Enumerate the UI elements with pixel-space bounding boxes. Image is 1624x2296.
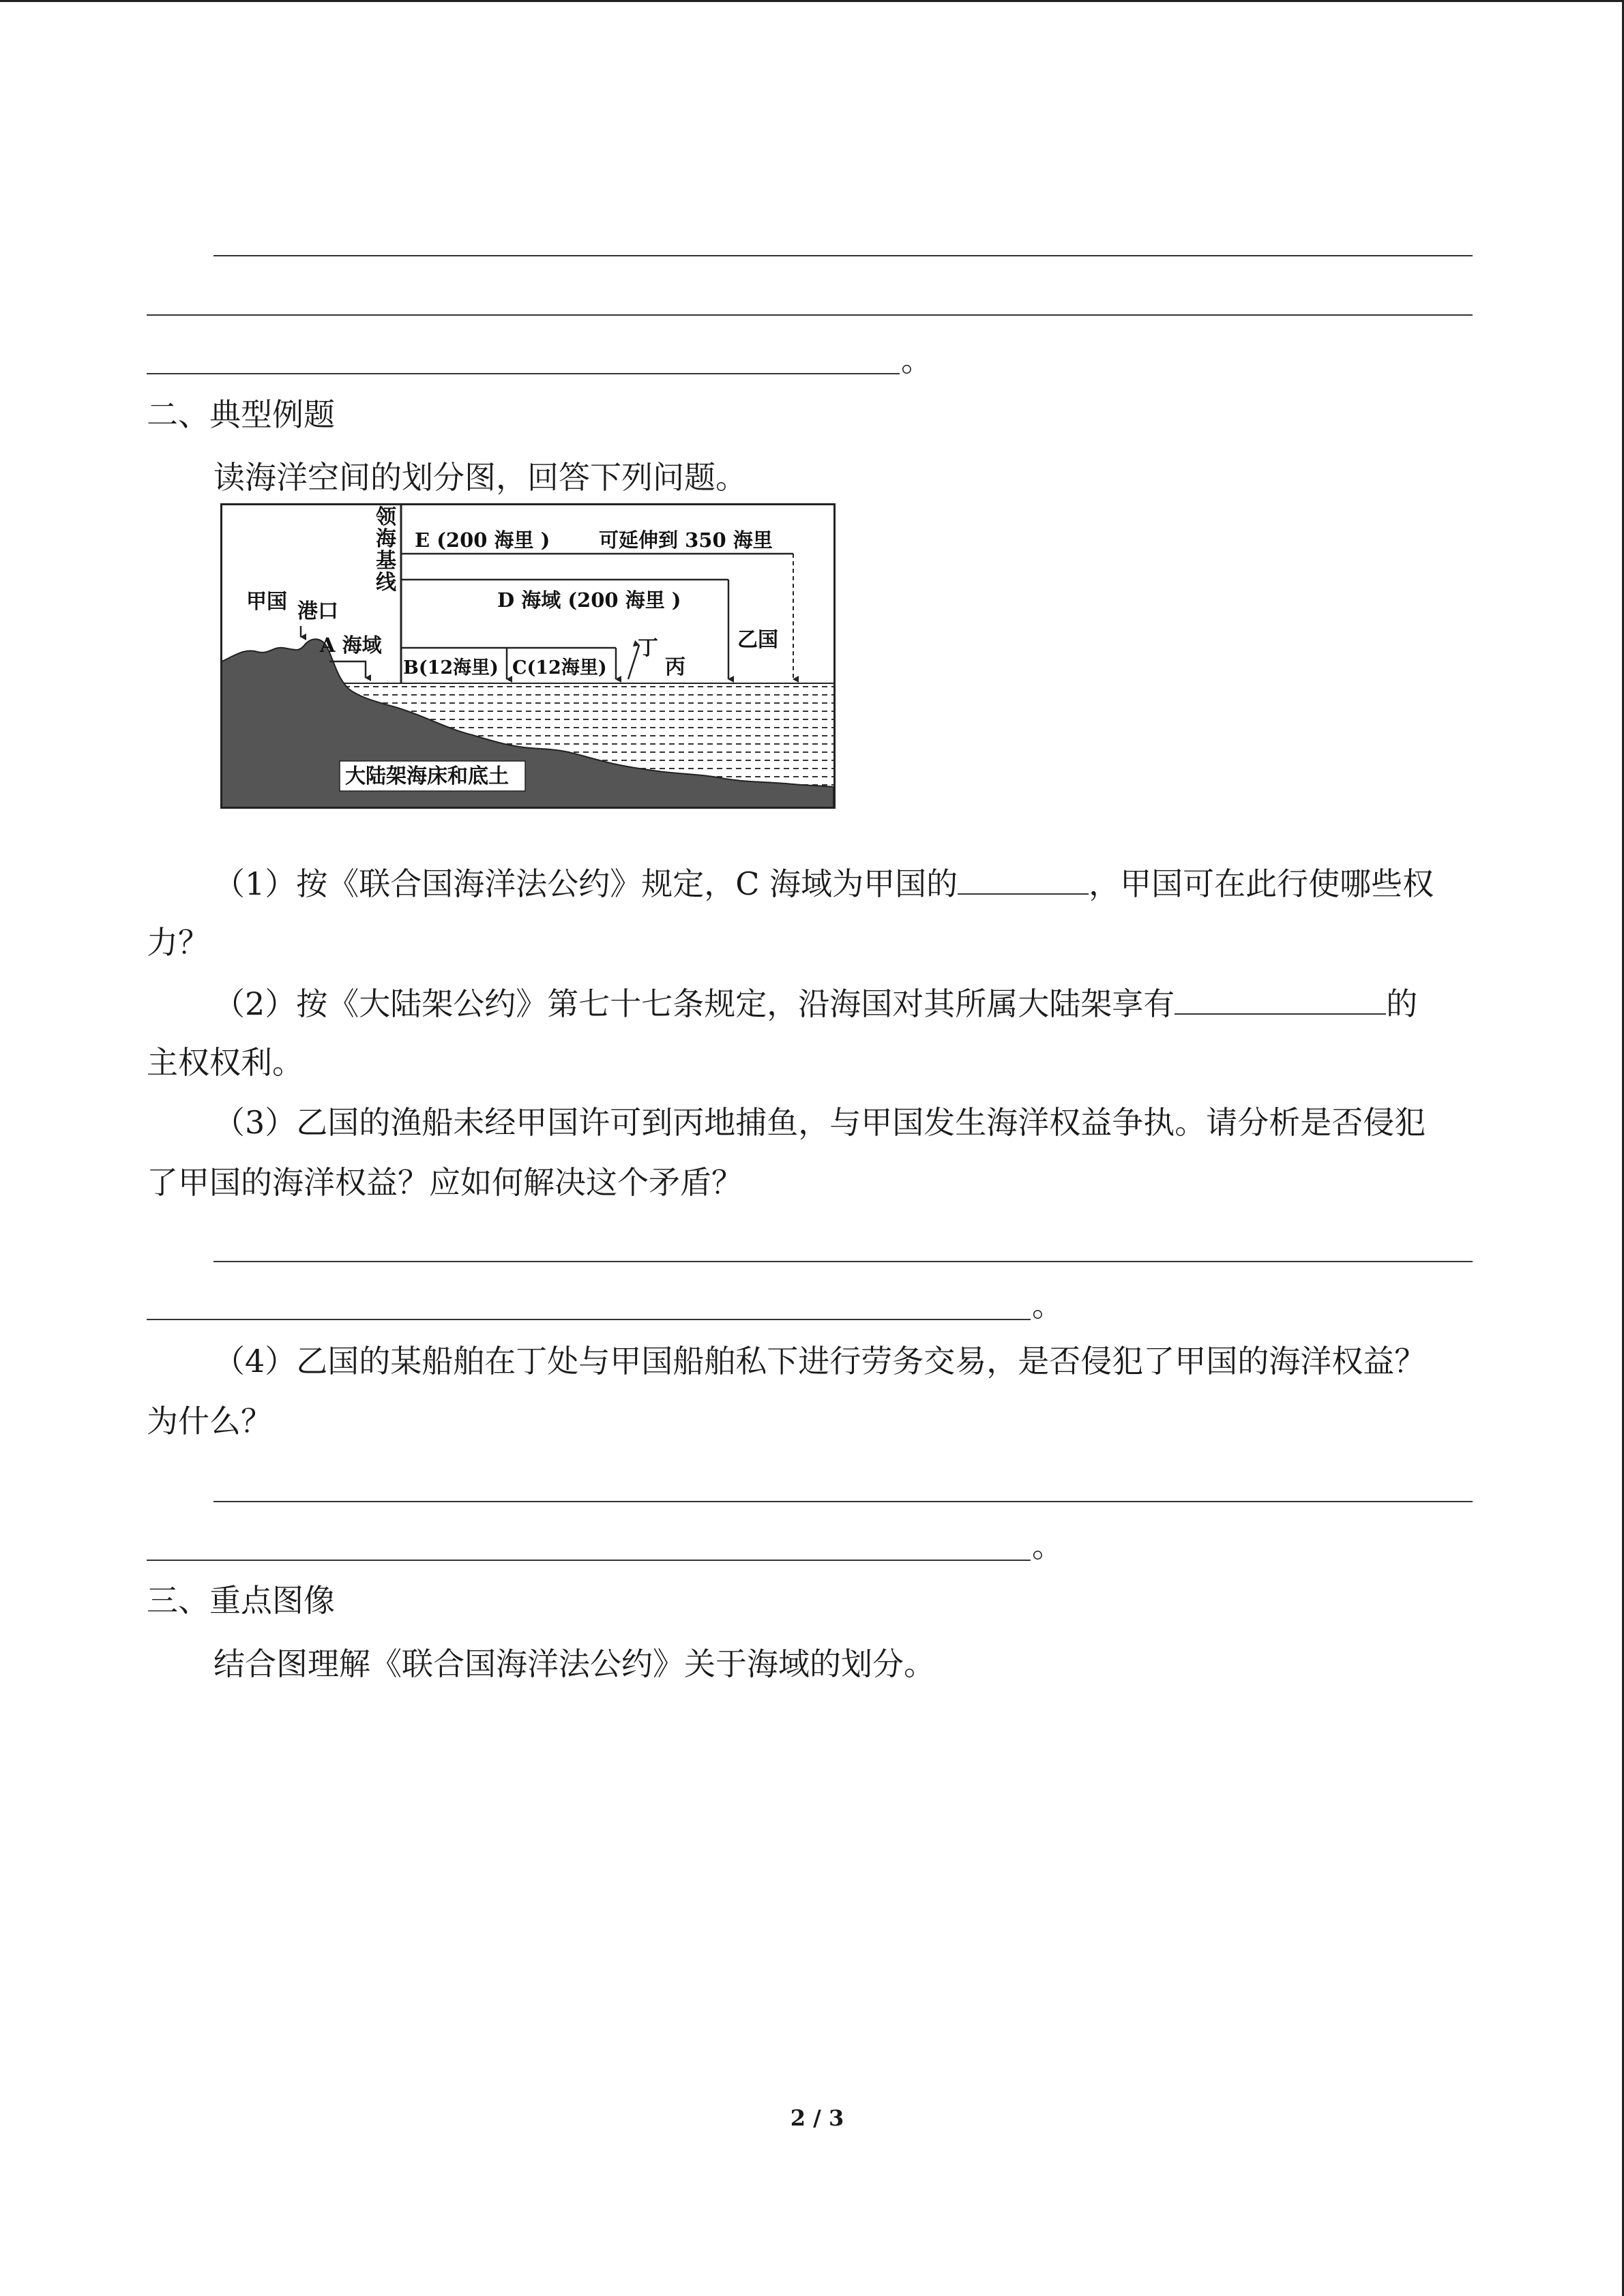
question-2-text-a: （2）按《大陆架公约》第七十七条规定，沿海国对其所属大陆架享有 bbox=[213, 985, 1175, 1022]
question-1-line-1 bbox=[213, 862, 1434, 904]
line-end-period: 。 bbox=[1032, 1527, 1063, 1564]
shelf-label: 大陆架海床和底土 bbox=[345, 764, 509, 788]
section-heading: 二、典型例题 bbox=[147, 396, 335, 433]
answer-line bbox=[147, 373, 900, 374]
question-1-line-2: 力？ bbox=[147, 924, 209, 961]
a-sea-label: A 海域 bbox=[320, 633, 382, 657]
bing-label: 丙 bbox=[665, 655, 685, 679]
question-1-text-a: （1）按《联合国海洋法公约》规定，C 海域为甲国的 bbox=[213, 865, 958, 902]
question-1-text-b: ，甲国可在此行使哪些权 bbox=[1089, 865, 1434, 902]
question-2-blank[interactable] bbox=[1175, 982, 1386, 1015]
question-4-line-2: 为什么？ bbox=[147, 1403, 272, 1440]
c-zone-label: C(12海里) bbox=[512, 657, 607, 679]
yi-country-label: 乙国 bbox=[737, 628, 778, 652]
answer-line bbox=[213, 1261, 1473, 1262]
question-3-line-1: （3）乙国的渔船未经甲国许可到丙地捕鱼，与甲国发生海洋权益争执。请分析是否侵犯 bbox=[213, 1104, 1426, 1141]
section-intro: 结合图理解《联合国海洋法公约》关于海域的划分。 bbox=[213, 1645, 935, 1682]
section-intro: 读海洋空间的划分图，回答下列问题。 bbox=[213, 459, 747, 496]
answer-line bbox=[213, 1501, 1473, 1502]
d-zone-label: D 海域 (200 海里 ) bbox=[497, 588, 681, 612]
ding-label: 丁 bbox=[638, 636, 658, 660]
page-border-top bbox=[0, 0, 1624, 2]
question-2-line-1 bbox=[213, 982, 1417, 1024]
jia-country-label: 甲国 bbox=[246, 590, 287, 614]
e-zone-label: E (200 海里 ) bbox=[415, 528, 550, 552]
line-end-period: 。 bbox=[1032, 1287, 1063, 1324]
ocean-division-diagram bbox=[220, 503, 836, 809]
extend-label: 可延伸到 350 海里 bbox=[599, 528, 773, 552]
question-2-line-2: 主权权利。 bbox=[147, 1044, 304, 1081]
question-2-text-b: 的 bbox=[1386, 985, 1418, 1022]
section-heading: 三、重点图像 bbox=[147, 1582, 335, 1619]
line-end-period: 。 bbox=[901, 342, 932, 378]
b-zone-label: B(12海里) bbox=[403, 657, 499, 679]
answer-line bbox=[213, 255, 1473, 256]
question-1-blank[interactable] bbox=[958, 862, 1089, 895]
question-3-line-2: 了甲国的海洋权益？应如何解决这个矛盾？ bbox=[147, 1164, 743, 1201]
answer-line bbox=[147, 1319, 1031, 1320]
answer-line bbox=[147, 1560, 1031, 1561]
port-label: 港口 bbox=[297, 599, 338, 623]
page-number: 2 / 3 bbox=[790, 2105, 844, 2131]
baseline-label: 领 海 基 线 bbox=[376, 505, 396, 595]
question-4-line-1: （4）乙国的某船舶在丁处与甲国船舶私下进行劳务交易，是否侵犯了甲国的海洋权益？ bbox=[213, 1343, 1426, 1380]
answer-line bbox=[147, 314, 1473, 316]
